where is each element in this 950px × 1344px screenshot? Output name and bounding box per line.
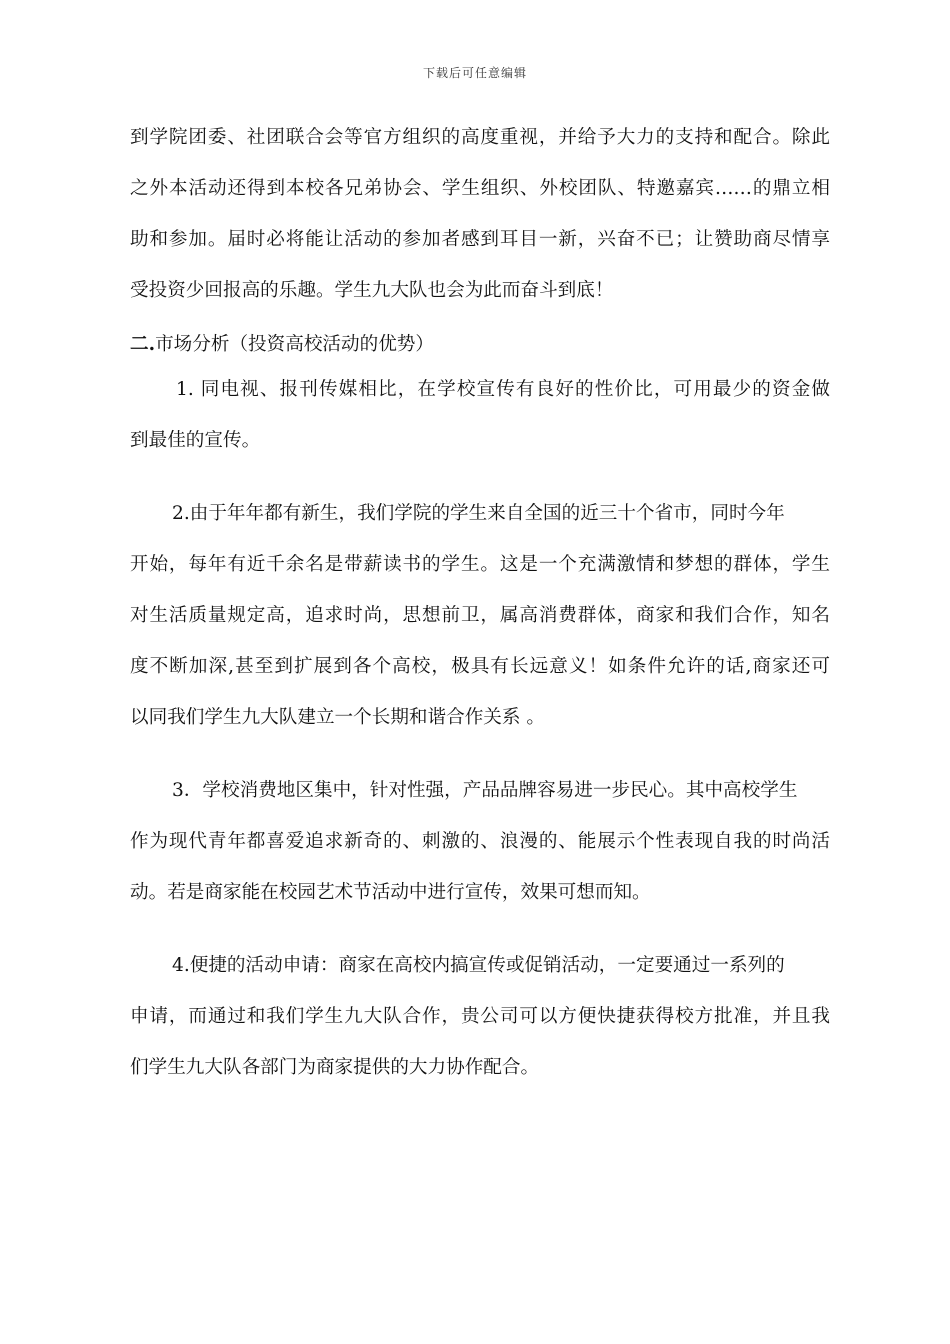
page-header: 下载后可任意编辑 <box>422 66 527 80</box>
section-heading <box>130 322 830 370</box>
paragraph-line: 对生活质量规定高，追求时尚，思想前卫，属高消费群体，商家和我们合作，知名 <box>130 605 830 626</box>
paragraph-line: 3．学校消费地区集中，针对性强，产品品牌容易进一步民心。其中高校学生 <box>172 780 798 801</box>
section-number: 二. <box>130 334 156 355</box>
paragraph-gap <box>130 924 830 946</box>
paragraph-gap <box>130 472 830 494</box>
paragraph-line: 作为现代青年都喜爱追求新奇的、刺激的、浪漫的、能展示个性表现自我的时尚活 <box>130 831 830 852</box>
paragraph-line: 1. 同电视、报刊传媒相比，在学校宣传有良好的性价比，可用最少的资金做 <box>176 379 830 400</box>
paragraph-line: 度不断加深,甚至到扩展到各个高校，极具有长远意义！如条件允许的话,商家还可 <box>130 656 830 677</box>
paragraph-line: 4.便捷的活动申请：商家在高校内搞宣传或促销活动，一定要通过一系列的 <box>172 955 785 976</box>
paragraph-line: 开始，每年有近千余名是带薪读书的学生。这是一个充满激情和梦想的群体，学生 <box>130 554 830 575</box>
paragraph-line: 动。若是商家能在校园艺术节活动中进行宣传，效果可想而知。 <box>130 882 651 903</box>
paragraph-gap <box>130 749 830 771</box>
paragraph-line: 到学院团委、社团联合会等官方组织的高度重视，并给予大力的支持和配合。除此 <box>130 127 830 148</box>
paragraph-line: 以同我们学生九大队建立一个长期和谐合作关系 。 <box>130 707 545 728</box>
point-2 <box>130 494 830 749</box>
paragraph-line: 们学生九大队各部门为商家提供的大力协作配合。 <box>130 1057 540 1078</box>
paragraph-line: 助和参加。届时必将能让活动的参加者感到耳目一新，兴奋不已；让赞助商尽情享 <box>130 229 830 250</box>
document-body <box>130 118 830 1099</box>
paragraph-line: 受投资少回报高的乐趣。学生九大队也会为此而奋斗到底！ <box>130 280 614 301</box>
point-1 <box>130 370 830 472</box>
paragraph-line: 申请，而通过和我们学生九大队合作，贵公司可以方便快捷获得校方批准，并且我 <box>130 1006 830 1027</box>
point-3 <box>130 771 830 924</box>
intro-paragraph <box>130 118 830 322</box>
paragraph-line: 到最佳的宣传。 <box>130 430 261 451</box>
section-title: 市场分析（投资高校活动的优势） <box>155 334 434 355</box>
point-4 <box>130 946 830 1099</box>
paragraph-line: 2.由于年年都有新生，我们学院的学生来自全国的近三十个省市，同时今年 <box>172 503 785 524</box>
paragraph-line: 之外本活动还得到本校各兄弟协会、学生组织、外校团队、特邀嘉宾……的鼎立相 <box>130 178 830 199</box>
